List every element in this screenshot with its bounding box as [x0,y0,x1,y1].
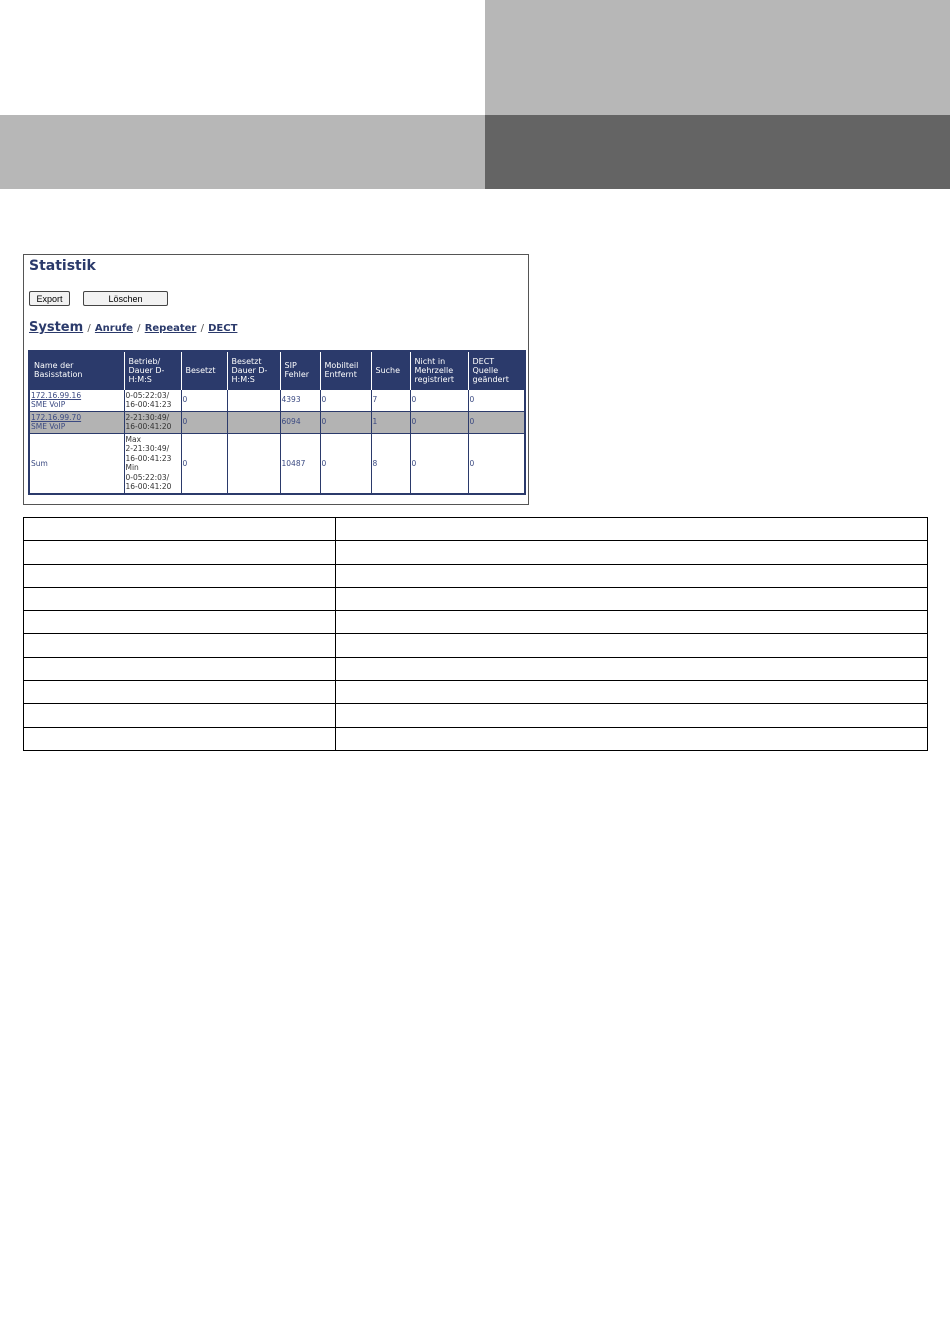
table-row [24,634,928,657]
sip-errors-cell: 10487 [280,433,320,494]
handset-removed-cell: 0 [320,389,371,411]
busy-duration-cell [227,411,280,433]
duration-value: 0-05:22:03/ [125,390,170,400]
table-cell [24,727,336,750]
table-cell [336,611,928,634]
base-station-name: SME VoIP [31,400,66,409]
tab-dect[interactable]: DECT [208,323,238,334]
search-cell: 8 [371,433,410,494]
table-cell [336,634,928,657]
table-sum-row [29,433,525,494]
busy-duration-cell [227,433,280,494]
sip-errors-cell: 4393 [280,389,320,411]
table-cell [24,681,336,704]
tab-system[interactable]: System [29,320,84,335]
table-row [24,541,928,564]
not-registered-cell: 0 [410,411,468,433]
search-cell: 1 [371,411,410,433]
table-cell [336,704,928,727]
column-header: Betrieb/ Dauer D-H:M:S [124,351,181,389]
export-button[interactable]: Export [29,291,70,306]
sip-errors-cell: 6094 [280,411,320,433]
table-cell [24,634,336,657]
table-cell [336,518,928,541]
page-title: Statistik [29,258,96,274]
table-cell [336,727,928,750]
duration-value: 16-00:41:23 [125,453,172,463]
tab-calls[interactable]: Anrufe [94,323,133,334]
duration-cell [124,389,181,411]
table-cell [336,681,928,704]
duration-value: Max [125,434,142,444]
empty-description-table [23,517,928,751]
busy-cell: 0 [181,389,227,411]
dect-source-cell: 0 [468,389,525,411]
base-station-cell [29,411,124,433]
statistics-table [28,350,526,495]
header-band-bottom-left [0,115,485,189]
duration-cell [124,411,181,433]
dect-source-cell: 0 [468,411,525,433]
base-station-link[interactable]: 172.16.99.16 [31,390,82,400]
duration-value: 0-05:22:03/ [125,472,170,482]
column-header: Besetzt [181,351,227,389]
duration-value: 16-00:41:20 [125,422,172,431]
busy-duration-cell [227,389,280,411]
duration-value: Min [125,463,139,473]
table-cell [24,541,336,564]
table-cell [336,541,928,564]
dect-source-cell: 0 [468,433,525,494]
column-header: DECT Quelle geändert [468,351,525,389]
breadcrumb-separator: / [87,323,91,334]
not-registered-cell: 0 [410,389,468,411]
table-cell [336,587,928,610]
breadcrumb [29,320,237,335]
breadcrumb-separator: / [200,323,204,334]
table-cell [24,611,336,634]
column-header: Besetzt Dauer D-H:M:S [227,351,280,389]
table-row [24,727,928,750]
statistics-panel [23,254,529,505]
table-cell [24,587,336,610]
header-band-top-left [0,0,485,115]
busy-cell: 0 [181,433,227,494]
table-cell [336,564,928,587]
busy-cell: 0 [181,411,227,433]
breadcrumb-separator: / [137,323,141,334]
not-registered-cell: 0 [410,433,468,494]
table-header-row [29,351,525,389]
sum-label-cell: Sum [29,433,124,494]
table-row [24,518,928,541]
column-header: Nicht in Mehrzelle registriert [410,351,468,389]
delete-button[interactable]: Löschen [83,291,168,306]
handset-removed-cell: 0 [320,411,371,433]
table-row [29,411,525,433]
table-row [24,657,928,680]
header-band-bottom-right [485,115,950,189]
table-row [24,564,928,587]
table-row [24,611,928,634]
header-band-top-right [485,0,950,115]
base-station-link[interactable]: 172.16.99.70 [31,412,82,422]
table-cell [24,657,336,680]
duration-value: 2-21:30:49/ [125,444,170,454]
column-header: SIP Fehler [280,351,320,389]
table-cell [24,564,336,587]
table-cell [24,704,336,727]
table-cell [336,657,928,680]
base-station-name: SME VoIP [31,422,66,431]
duration-cell [124,433,181,494]
column-header: Mobilteil Entfernt [320,351,371,389]
column-header: Suche [371,351,410,389]
table-row [24,587,928,610]
tab-repeater[interactable]: Repeater [144,323,197,334]
duration-value: 16-00:41:20 [125,482,172,492]
column-header: Name der Basisstation [29,351,124,389]
duration-value: 16-00:41:23 [125,400,172,409]
duration-value: 2-21:30:49/ [125,412,170,422]
search-cell: 7 [371,389,410,411]
table-row [24,704,928,727]
table-row [29,389,525,411]
base-station-cell [29,389,124,411]
table-row [24,681,928,704]
table-cell [24,518,336,541]
handset-removed-cell: 0 [320,433,371,494]
